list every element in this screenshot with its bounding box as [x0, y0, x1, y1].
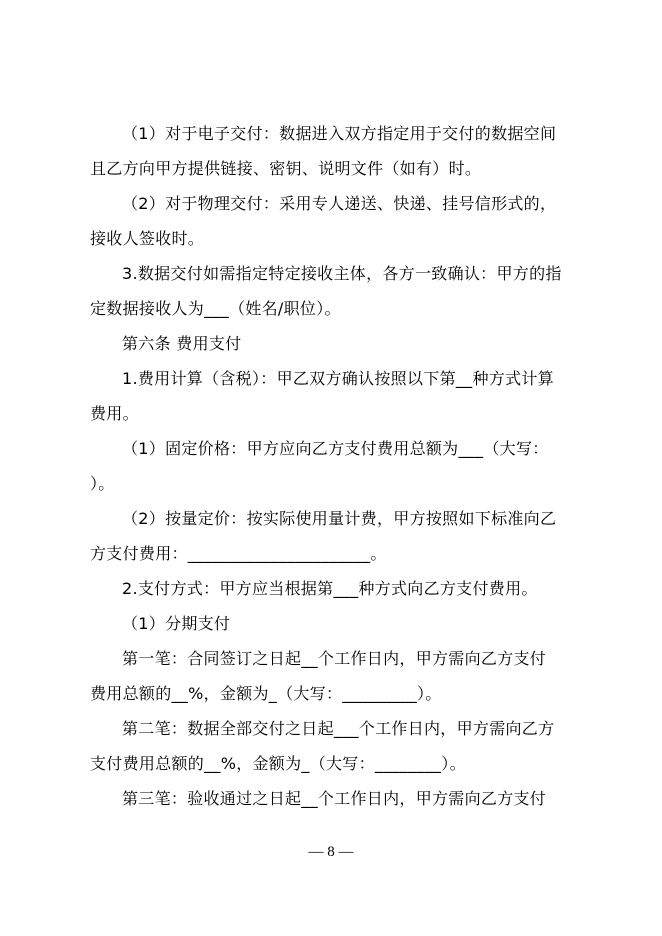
text-line: 第三笔：验收通过之日起__个工作日内，甲方需向乙方支付: [122, 789, 547, 808]
text-line: 第二笔：数据全部交付之日起___个工作日内，甲方需向乙方: [122, 719, 555, 738]
text-line: （1）分期支付: [122, 614, 231, 633]
text-line: （1）固定价格：甲方应向乙方支付费用总额为___（大写：: [122, 439, 549, 458]
text-line: （2）对于物理交付：采用专人递送、快递、挂号信形式的，: [122, 194, 557, 213]
text-line: （1）对于电子交付：数据进入双方指定用于交付的数据空间: [122, 124, 557, 143]
text-line: 2.支付方式：甲方应当根据第___种方式向乙方支付费用。: [122, 579, 538, 598]
text-line: 支付费用总额的__%，金额为_（大写：________）。: [90, 754, 466, 773]
page-number: — 8 —: [308, 844, 354, 860]
text-line: 1.费用计算（含税）：甲乙双方确认按照以下第__种方式计算: [122, 369, 554, 388]
text-line: （2）按量定价：按实际使用量计费，甲方按照如下标准向乙: [122, 509, 557, 528]
section-heading: 第六条 费用支付: [122, 334, 242, 353]
text-line: 费用总额的__%，金额为_（大写：_________）。: [90, 684, 442, 703]
text-line: 第一笔：合同签订之日起__个工作日内，甲方需向乙方支付: [122, 649, 547, 668]
text-line: 方支付费用：______________________。: [90, 544, 387, 563]
text-line: 3.数据交付如需指定特定接收主体，各方一致确认：甲方的指: [122, 264, 562, 283]
text-line: 费用。: [90, 404, 139, 423]
text-line: ）。: [90, 474, 115, 493]
text-line: 定数据接收人为___（姓名/职位）。: [90, 299, 341, 318]
text-line: 接收人签收时。: [90, 229, 205, 248]
text-line: 且乙方向甲方提供链接、密钥、说明文件（如有）时。: [90, 159, 482, 178]
